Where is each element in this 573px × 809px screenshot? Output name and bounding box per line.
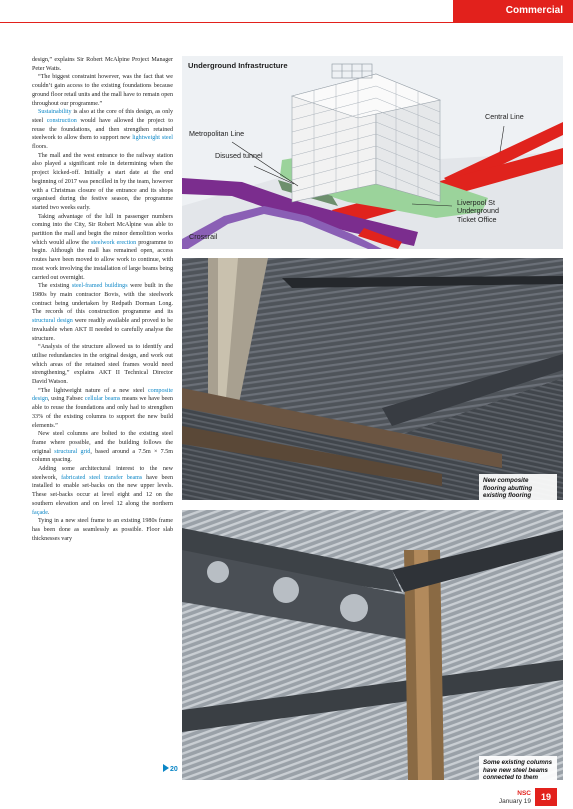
paragraph-text: were built in the 1980s by main contractor Bovis, with the steelwork contract being undertaken by Redpath Dorman Long. The records of this construction programme and its [32, 283, 173, 316]
article-paragraph [32, 343, 173, 387]
photo-steel-beams [182, 510, 563, 780]
article-text-column [32, 56, 173, 543]
beam-cell-opening-1 [207, 561, 229, 583]
label-liverpool-line-2: Underground [457, 206, 499, 216]
paragraph-text: , based around a 7.5m × 7.5m column spacing. [32, 448, 173, 464]
photo-composite-flooring [182, 258, 563, 500]
paragraph-text: “Analysis of the structure allowed us to identify and utilise redundancies in the original design, and work out which areas of the retained steel frames would need strengthening,” explains AKT II Technical Director David Watson. [32, 344, 173, 386]
glossary-link[interactable]: cellular beams [84, 396, 121, 403]
glossary-link[interactable]: lightweight steel [132, 135, 174, 142]
glossary-link[interactable]: composite design [32, 387, 173, 403]
paragraph-text: New steel columns are bolted to the existing steel frame where possible, and the building follows the original [32, 431, 173, 455]
footer-magazine: NSC [517, 790, 531, 797]
article-paragraph [32, 73, 173, 108]
beam-cell-opening-3 [340, 594, 368, 622]
paragraph-text: would have allowed the project to reuse the foundations, and then strengthen retained steelwork to allow them to support new [32, 117, 173, 142]
label-liverpool-line-1: Liverpool St [457, 198, 495, 207]
paragraph-text: design,” explains Sir Robert McAlpine Project Manager Peter Watts. [32, 57, 173, 72]
paragraph-text: “The biggest constraint however, was the fact that we couldn’t gain access to the existing foundations because ground floor retail units and the mall have to remain open throughout our programme.” [32, 74, 173, 107]
glossary-link[interactable]: steelwork erection [90, 239, 137, 246]
article-paragraph [32, 152, 173, 213]
page-number: 19 [540, 792, 551, 802]
article-paragraph [32, 56, 173, 73]
paragraph-text: , using Fabsec [47, 396, 85, 403]
paragraph-text: The existing [38, 283, 72, 290]
label-liverpool-line-3: Ticket Office [457, 214, 497, 224]
continue-arrow-icon [163, 764, 169, 772]
glossary-link[interactable]: steel-framed buildings [71, 283, 128, 290]
label-metropolitan-line: Metropolitan Line [189, 129, 245, 138]
paragraph-text: floors. [32, 144, 48, 151]
footer-date: January 19 [498, 798, 531, 805]
paragraph-text: The mall and the west entrance to the railway station also played a significant role in determining when the project kicked-off. Initially a start date at the end beginning of 2017 was pencilled in by the team, however with a Christmas closure of the entrance and its shops organised during the festive season, the programme started two weeks early. [32, 152, 173, 211]
article-paragraph [32, 108, 173, 152]
paragraph-text: programme to begin. Although the mall has remained open, access routes have been moved to allow work to continue, with most work involving the installation of large beams being carried out overnight. [32, 239, 173, 281]
article-paragraph [32, 430, 173, 465]
header-rule [0, 22, 573, 23]
photo-beams-image [182, 510, 563, 780]
glossary-link[interactable]: façade [32, 509, 48, 516]
continued-marker[interactable] [163, 764, 178, 773]
paragraph-text: Tying in a new steel frame to an existing 1980s frame has been done as seamlessly as possible. Floor slab thicknesses vary [32, 518, 173, 542]
beam-cell-opening-2 [273, 577, 299, 603]
glossary-link[interactable]: structural grid [54, 448, 91, 455]
section-tab [453, 0, 573, 22]
label-crossrail: Crossrail [189, 232, 218, 241]
paragraph-text: “The lightweight nature of a new steel [38, 387, 148, 394]
section-title: Commercial [505, 5, 563, 16]
glossary-link[interactable]: construction [46, 117, 77, 124]
label-disused-tunnel: Disused tunnel [215, 151, 263, 160]
photo-flooring-image [182, 258, 563, 500]
article-paragraph [32, 465, 173, 517]
infrastructure-diagram [182, 56, 563, 249]
paragraph-text: have been installed to enable set-backs on the new upper levels. These set-backs occur at level eight and 12 on the southern elevation and on level 12 along the northern [32, 474, 173, 507]
rooftop-structure [332, 64, 372, 78]
diagram-title: Underground Infrastructure [188, 61, 288, 70]
paragraph-text: Adding some architectural interest to the new steelwork, [32, 466, 173, 481]
label-liverpool-st [457, 199, 499, 224]
page-number-box [535, 788, 557, 806]
paragraph-text: . [47, 509, 50, 516]
photo-caption-1: New composite flooring abutting existing flooring [479, 474, 557, 500]
article-paragraph [32, 282, 173, 343]
paragraph-text: is also at the core of this design, as only steel [32, 109, 173, 124]
glossary-link[interactable]: Sustainability [38, 109, 72, 116]
paragraph-text: means we have been able to reuse the foundations and only had to strengthen 33% of the existing columns to support the new build elements.” [32, 396, 173, 429]
article-paragraph [32, 213, 173, 283]
glossary-link[interactable]: fabricated steel transfer beams [61, 474, 143, 481]
article-paragraph [32, 517, 173, 543]
photo-caption-2: Some existing columns have new steel beams connected to them [479, 756, 557, 780]
paragraph-text: were readily available and proved to be invaluable when AKT II needed to carefully analyse the structure. [32, 318, 173, 342]
glossary-link[interactable]: structural design [32, 318, 73, 325]
paragraph-text: Taking advantage of the lull in passenger numbers coming into the City, Sir Robert McAlpine was able to partition the mall and begin the minor demolition works which would allow the [32, 213, 173, 246]
label-central-line: Central Line [485, 112, 524, 121]
continued-page: 20 [170, 766, 178, 773]
building-model [292, 64, 440, 202]
article-paragraph [32, 387, 173, 431]
